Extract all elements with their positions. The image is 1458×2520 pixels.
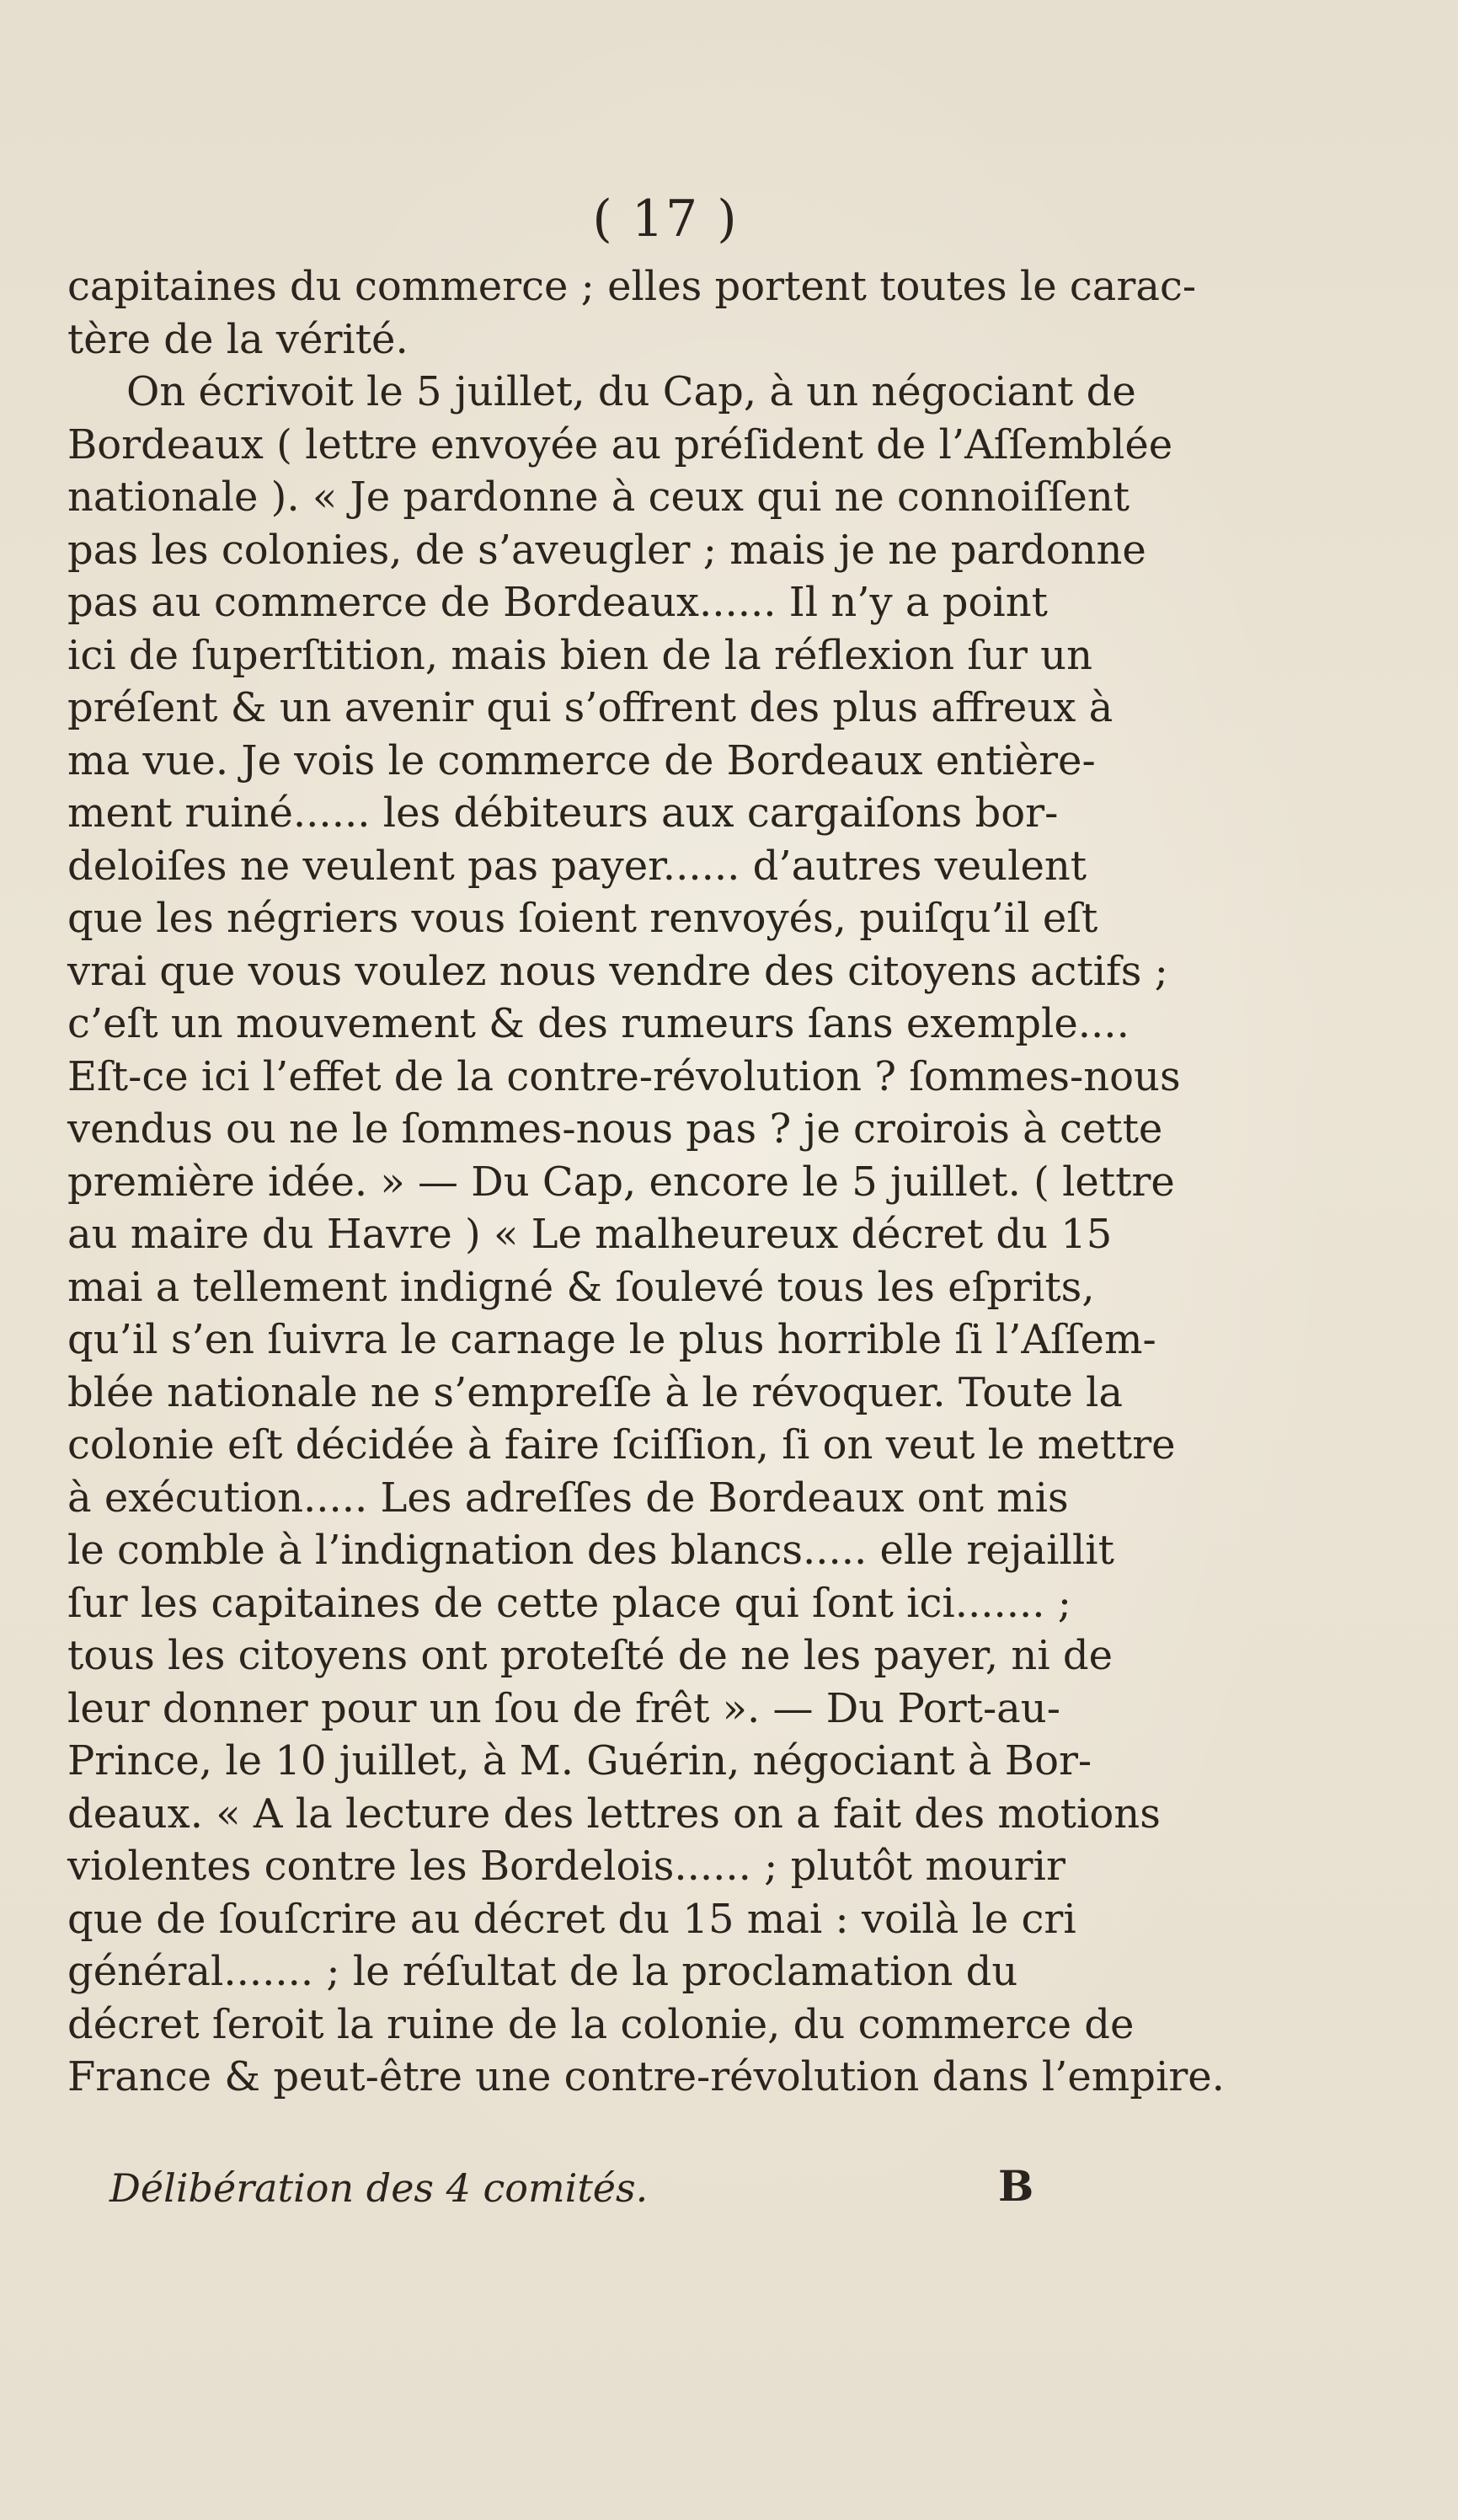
footer-caption: Délibération des 4 comités. [109, 2165, 649, 2211]
text-line: leur donner pour un ſou de frêt ». — Du Port-au- [67, 1684, 1060, 1732]
page-number: ( 17 ) [592, 190, 739, 249]
text-line: deaux. « A la lecture des lettres on a fait des motions [67, 1790, 1161, 1838]
text-line: deloiſes ne veulent pas payer...... d’autres veulent [67, 842, 1087, 890]
text-line: France & peut-être une contre-révolution dans l’empire. [67, 2053, 1225, 2100]
text-line: ici de ſuperſtition, mais bien de la réflexion ſur un [67, 631, 1092, 679]
text-line: préſent & un avenir qui s’offrent des plus affreux à [67, 684, 1114, 731]
text-line: pas au commerce de Bordeaux...... Il n’y a point [67, 579, 1048, 626]
text-line: vendus ou ne le ſommes-nous pas ? je croirois à cette [67, 1105, 1163, 1153]
text-line: tère de la vérité. [67, 315, 409, 363]
text-line: colonie eſt décidée à faire ſciſſion, ſi on veut le mettre [67, 1421, 1176, 1469]
text-line: que les négriers vous ſoient renvoyés, puiſqu’il eſt [67, 895, 1098, 942]
text-line: violentes contre les Bordelois...... ; plutôt mourir [67, 1843, 1065, 1890]
text-line: Prince, le 10 juillet, à M. Guérin, négociant à Bor- [67, 1737, 1092, 1784]
text-line: ſur les capitaines de cette place qui ſont ici....... ; [67, 1579, 1071, 1627]
text-line: On écrivoit le 5 juillet, du Cap, à un négociant de [126, 368, 1136, 415]
text-line: vrai que vous voulez nous vendre des citoyens actifs ; [67, 947, 1168, 995]
text-line: à exécution..... Les adreſſes de Bordeaux ont mis [67, 1474, 1069, 1522]
text-line: le comble à l’indignation des blancs..... elle rejaillit [67, 1527, 1114, 1574]
text-line: mai a tellement indigné & ſoulevé tous les eſprits, [67, 1263, 1095, 1311]
text-line: c’eſt un mouvement & des rumeurs ſans exemple.... [67, 1000, 1130, 1047]
text-line: que de ſouſcrire au décret du 15 mai : voilà le cri [67, 1895, 1076, 1943]
text-line: capitaines du commerce ; elles portent toutes le carac- [67, 263, 1197, 310]
text-line: nationale ). « Je pardonne à ceux qui ne connoiſſent [67, 474, 1130, 521]
text-line: général....... ; le réſultat de la proclamation du [67, 1948, 1018, 1995]
text-line: Bordeaux ( lettre envoyée au préſident de l’Aſſemblée [67, 420, 1173, 468]
text-line: blée nationale ne s’empreſſe à le révoquer. Toute la [67, 1368, 1123, 1416]
text-line: pas les colonies, de s’aveugler ; mais je ne pardonne [67, 526, 1146, 574]
text-line: première idée. » — Du Cap, encore le 5 juillet. ( lettre [67, 1158, 1175, 1206]
text-line: ment ruiné...... les débiteurs aux cargaiſons bor- [67, 789, 1059, 837]
text-line: décret ſeroit la ruine de la colonie, du commerce de [67, 2000, 1135, 2048]
text-line: tous les citoyens ont proteſté de ne les payer, ni de [67, 1632, 1114, 1679]
text-line: Eſt-ce ici l’effet de la contre-révolution ? ſommes-nous [67, 1052, 1181, 1100]
text-line: au maire du Havre ) « Le malheureux décret du 15 [67, 1211, 1113, 1258]
text-line: qu’il s’en ſuivra le carnage le plus horrible ſi l’Aſſem- [67, 1316, 1156, 1363]
signature-mark: B [998, 2161, 1034, 2211]
text-line: ma vue. Je vois le commerce de Bordeaux entière- [67, 736, 1096, 784]
